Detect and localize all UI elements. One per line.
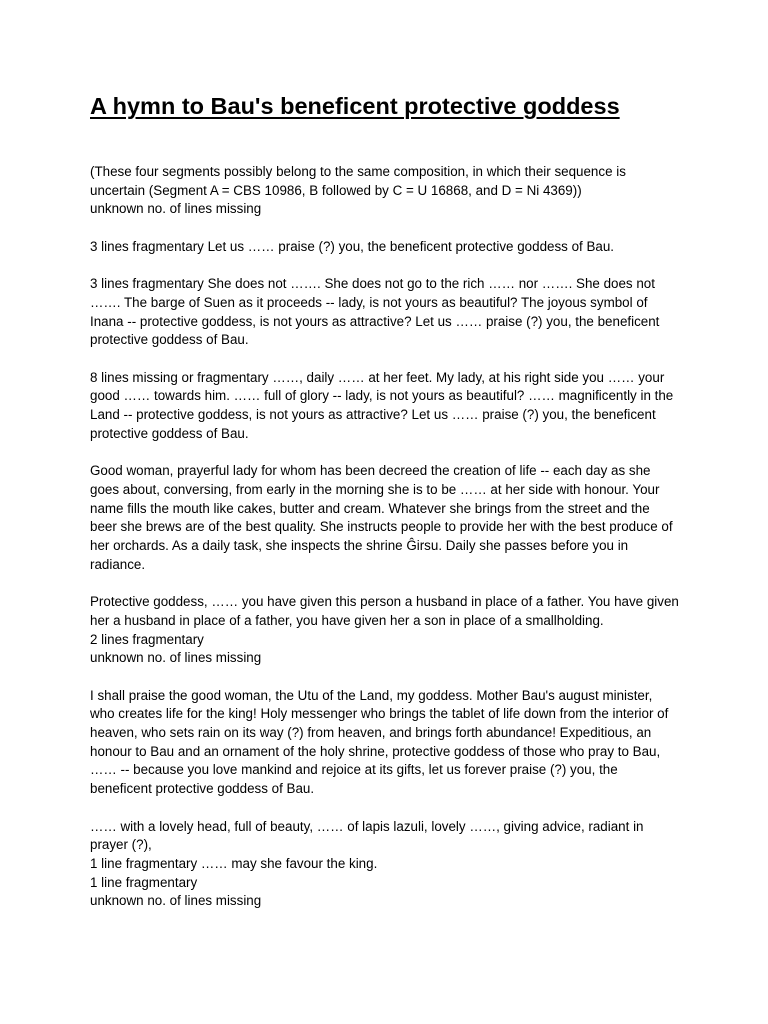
paragraph-line: (These four segments possibly belong to the same composition, in which their sequence is uncertain (Segment A = CBS 10986, B followed by C = U 16868, and D = Ni 4369)) [90,164,626,198]
paragraph [90,369,680,444]
paragraph-line: I shall praise the good woman, the Utu of the Land, my goddess. Mother Bau's august minister, who creates life for the king! Holy messenger who brings the tablet of life down from the interior of heaven, who sets rain on its way (?) from heaven, and brings forth abundance! Expeditious, an honour to Bau and an ornament of the holy shrine, protective goddess of those who pray to Bau, …… -- because you love mankind and rejoice at its gifts, let us forever praise (?) you, the beneficent protective goddess of Bau. [90,687,669,797]
paragraph [90,163,680,219]
paragraph [90,275,680,350]
paragraph-line: unknown no. of lines missing [90,201,262,217]
paragraph-line: 2 lines fragmentary [90,631,204,647]
paragraph [90,593,680,668]
paragraph-line: unknown no. of lines missing [90,893,262,909]
paragraph-line: 3 lines fragmentary She does not ……. She does not go to the rich …… nor ……. She does not ……. The barge of Suen as it proceeds -- lady, is not yours as beautiful? The joyous symbol of Inana -- protective goddess, is not yours as attractive? Let us …… praise (?) you, the beneficent protective goddess of Bau. [90,276,660,348]
paragraph [90,238,680,257]
paragraph [90,687,680,799]
paragraph [90,818,680,912]
paragraph-line: …… with a lovely head, full of beauty, …… of lapis lazuli, lovely ……, giving advice, radiant in prayer (?), [90,818,644,853]
paragraph-line: Good woman, prayerful lady for whom has been decreed the creation of life -- each day as she goes about, conversing, from early in the morning she is to be …… at her side with honour. Your name fills the mouth like cakes, butter and cream. Whatever she brings from the street and the beer she brews are of the best quality. She instructs people to provide her with the best produce of her orchards. As a daily task, she inspects the shrine Ĝirsu. Daily she passes before you in radiance. [90,463,673,572]
document-body [90,163,680,930]
paragraph-line: 1 line fragmentary [90,874,198,890]
paragraph-line: unknown no. of lines missing [90,650,262,666]
paragraph-line: 1 line fragmentary …… may she favour the king. [90,855,378,871]
paragraph-line: 8 lines missing or fragmentary ……, daily …… at her feet. My lady, at his right side you …… your good …… towards him. …… full of glory -- lady, is not yours as beautiful? …… magnificently in the Land -- protective goddess, is not yours as attractive? Let us …… praise (?) you, the beneficent protective goddess of Bau. [90,369,674,441]
paragraph-line: Protective goddess, …… you have given this person a husband in place of a father. You have given her a husband in place of a father, you have given her a son in place of a smallholding. [90,594,679,628]
document-title: A hymn to Bau's beneficent protective goddess [90,93,620,119]
paragraph [90,462,680,574]
paragraph-line: 3 lines fragmentary Let us …… praise (?) you, the beneficent protective goddess of Bau. [90,238,615,254]
